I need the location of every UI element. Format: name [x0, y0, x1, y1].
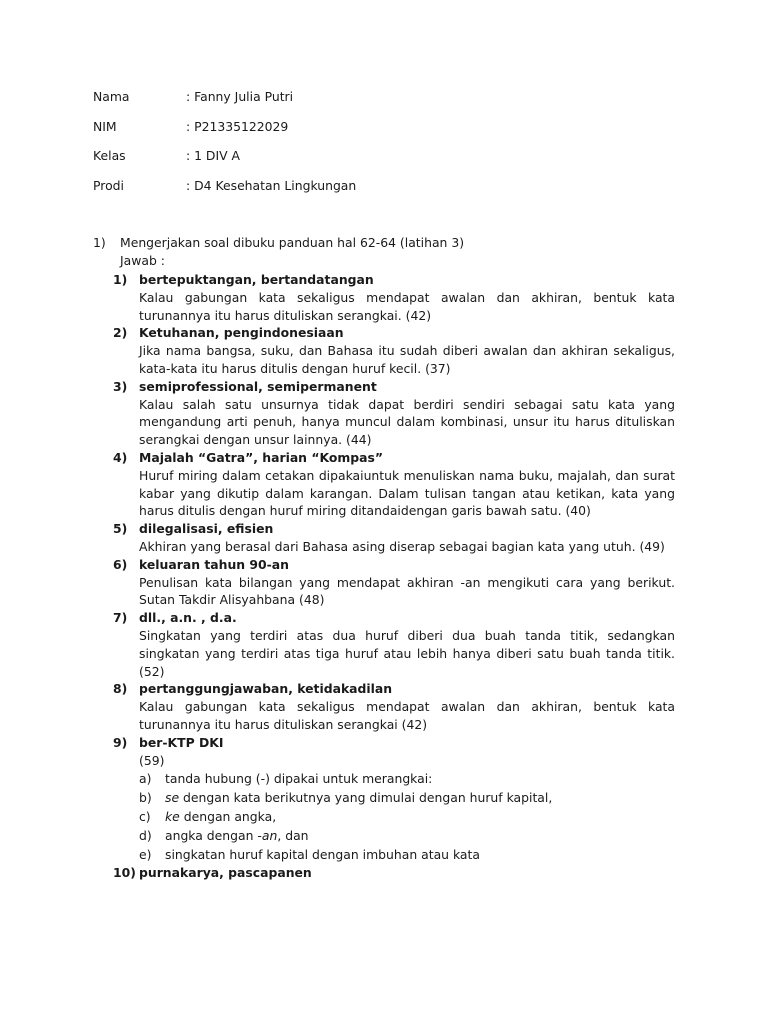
- sub-letter: c): [139, 809, 151, 825]
- question-text: Mengerjakan soal dibuku panduan hal 62-64 (latihan 3): [120, 235, 465, 250]
- sub-text: [165, 807, 276, 826]
- identity-row-kelas: [93, 146, 356, 176]
- sub-text: [165, 788, 552, 807]
- question-block: [93, 234, 675, 270]
- answer-text: Jika nama bangsa, suku, dan Bahasa itu sudah diberi awalan dan akhiran sekaligus, kata-kata itu harus ditulis dengan huruf kecil. (37): [139, 343, 675, 376]
- answer-item: [113, 271, 675, 324]
- answer-number: 10): [113, 865, 136, 881]
- question-number: 1): [93, 235, 106, 250]
- sub-letter: a): [139, 771, 152, 787]
- sub-letter: b): [139, 790, 152, 806]
- answer-number: 9): [113, 734, 128, 750]
- identity-table: [93, 87, 356, 205]
- identity-label: Kelas: [93, 148, 126, 163]
- answer-number: 6): [113, 556, 128, 572]
- jawab-label: Jawab :: [120, 252, 165, 268]
- sub-text-post: singkatan huruf kapital dengan imbuhan atau kata: [165, 847, 480, 863]
- identity-label: Prodi: [93, 177, 124, 193]
- answer-text: Kalau gabungan kata sekaligus mendapat awalan dan akhiran, bentuk kata turunannya itu harus dituliskan serangkai (42): [139, 699, 675, 732]
- sub-item: [139, 845, 675, 864]
- answer-number: 7): [113, 610, 128, 626]
- identity-label: Nama: [93, 89, 130, 104]
- answer-title: bertepuktangan, bertandatangan: [139, 272, 374, 287]
- answer-title: Ketuhanan, pengindonesiaan: [139, 325, 344, 341]
- identity-value: : Fanny Julia Putri: [186, 89, 294, 104]
- answer-item: [113, 378, 675, 449]
- answer-text: Penulisan kata bilangan yang mendapat akhiran -an mengikuti cara yang berikut. Sutan Takdir Alisyahbana (48): [139, 574, 675, 608]
- identity-value: : 1 DIV A: [186, 148, 241, 163]
- sub-text: [165, 826, 309, 845]
- sub-letter: e): [139, 847, 152, 863]
- sub-text-italic: ke: [165, 809, 180, 825]
- sub-text-italic: se: [165, 790, 180, 806]
- answer-number: 2): [113, 325, 128, 341]
- answer-text: Singkatan yang terdiri atas dua huruf diberi dua buah tanda titik, sedangkan singkatan yang terdiri atas tiga huruf atau lebih hanya diberi satu buah tanda titik. (52): [139, 627, 675, 679]
- sub-item: [139, 788, 675, 807]
- answer-title: Majalah “Gatra”, harian “Kompas”: [139, 449, 384, 465]
- answer-text: Kalau gabungan kata sekaligus mendapat awalan dan akhiran, bentuk kata turunannya itu harus dituliskan serangkai. (42): [139, 289, 675, 323]
- sub-text-post: dengan angka,: [179, 809, 277, 825]
- sub-text-post: dengan kata berikutnya yang dimulai dengan huruf kapital,: [179, 790, 553, 806]
- answer-number: 4): [113, 449, 128, 465]
- identity-row-nim: [93, 117, 356, 147]
- answer-title: pertanggungjawaban, ketidakadilan: [139, 681, 393, 697]
- sub-letter: d): [139, 828, 152, 844]
- answer-text: (59): [139, 752, 165, 768]
- answer-item: [113, 864, 675, 882]
- answer-text: Akhiran yang berasal dari Bahasa asing diserap sebagai bagian kata yang utuh. (49): [139, 538, 665, 554]
- answer-item: [113, 556, 675, 609]
- sub-item: [139, 826, 675, 845]
- answer-item: [113, 449, 675, 520]
- answer-title: ber-KTP DKI: [139, 734, 224, 750]
- answer-number: 5): [113, 521, 128, 537]
- sub-text-pre: angka dengan -: [165, 828, 262, 844]
- identity-label: NIM: [93, 118, 117, 134]
- identity-row-nama: [93, 87, 356, 117]
- sub-item: [139, 807, 675, 826]
- answer-title: purnakarya, pascapanen: [139, 865, 312, 881]
- sub-text-italic: an: [261, 828, 278, 844]
- answer-number: 1): [113, 272, 128, 287]
- answer-number: 8): [113, 681, 128, 697]
- identity-row-prodi: [93, 176, 356, 206]
- answer-title: keluaran tahun 90-an: [139, 556, 289, 572]
- sub-text: [165, 845, 480, 864]
- sub-list: [139, 769, 675, 864]
- sub-text-post: tanda hubung (-) dipakai untuk merangkai:: [165, 771, 433, 787]
- sub-text: [165, 769, 432, 788]
- answer-item: [113, 324, 675, 377]
- answer-item: [113, 609, 675, 680]
- answer-item: [113, 734, 675, 865]
- answer-text: Huruf miring dalam cetakan dipakaiuntuk menuliskan nama buku, majalah, dan surat kabar yang dikutip dalam karangan. Dalam tulisan tangan atau ketikan, kata yang harus ditulis dengan huruf miring ditandaidengan garis bawah satu. (40): [139, 467, 675, 519]
- answer-title: dll., a.n. , d.a.: [139, 610, 237, 626]
- answer-title: semiprofessional, semipermanent: [139, 378, 377, 394]
- answer-item: [113, 520, 675, 556]
- sub-item: [139, 769, 675, 788]
- answer-list: [113, 271, 675, 882]
- identity-value: : P21335122029: [186, 118, 289, 134]
- answer-item: [113, 680, 675, 733]
- identity-value: : D4 Kesehatan Lingkungan: [186, 177, 357, 193]
- answer-number: 3): [113, 378, 128, 394]
- sub-text-post: , dan: [277, 828, 309, 844]
- answer-title: dilegalisasi, efisien: [139, 521, 274, 537]
- answer-text: Kalau salah satu unsurnya tidak dapat berdiri sendiri sebagai satu kata yang mengandung arti penuh, hanya muncul dalam kombinasi, unsur itu harus dituliskan serangkai dengan unsur lainnya. (44): [139, 396, 675, 448]
